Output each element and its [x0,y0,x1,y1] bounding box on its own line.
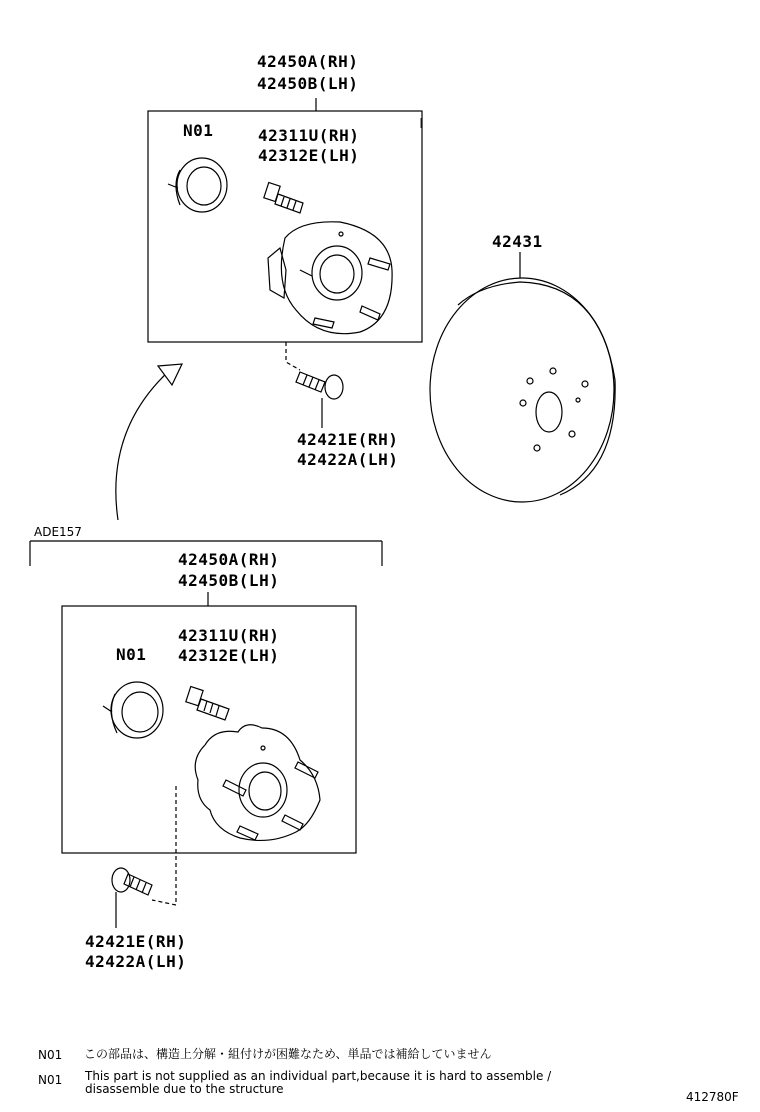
upper-assembly-label-lh: 42450B(LH) [257,74,359,93]
curved-arrow [116,370,170,520]
upper-n01-label: N01 [183,121,214,140]
lower-bolt [112,868,152,928]
note-text-jp: この部品は、構造上分解・組付けが困難なため、単品では補給していません [84,1047,492,1061]
diagram-id: 412780F [686,1090,739,1104]
upper-bolt-label-rh: 42421E(RH) [297,430,399,449]
lower-n01-label: N01 [116,645,147,664]
upper-lower-bolt [296,372,343,428]
note-code-jp: N01 [38,1048,63,1062]
lower-hub-bolt-label-lh: 42312E(LH) [178,646,280,665]
lower-hub-bolt-label-rh: 42311U(RH) [178,626,280,645]
note-text-en: This part is not supplied as an individual part,because it is hard to assemble / disassemble due to the structure [85,1069,552,1096]
lower-bolt-label-rh: 42421E(RH) [85,932,187,951]
upper-hub-flange [268,222,392,334]
ade157-ref-label: ADE157 [34,525,82,539]
upper-hub-bolt-label-lh: 42312E(LH) [258,146,360,165]
disc-label: 42431 [492,232,543,251]
upper-assembly-label-rh: 42450A(RH) [257,52,359,71]
lower-hub-bolt [186,687,229,720]
lower-bolt-label-lh: 42422A(LH) [85,952,187,971]
brake-disc-42431 [430,252,615,502]
upper-hub-bolt [264,183,303,213]
note-code-en: N01 [38,1073,63,1087]
upper-bolt-label-lh: 42422A(LH) [297,450,399,469]
lower-assembly-label-rh: 42450A(RH) [178,550,280,569]
upper-hub-bolt-label-rh: 42311U(RH) [258,126,360,145]
lower-assembly-label-lh: 42450B(LH) [178,571,280,590]
lower-hub-flange [195,725,320,841]
upper-bearing-n01 [168,158,227,212]
lower-bearing-n01 [103,682,163,738]
